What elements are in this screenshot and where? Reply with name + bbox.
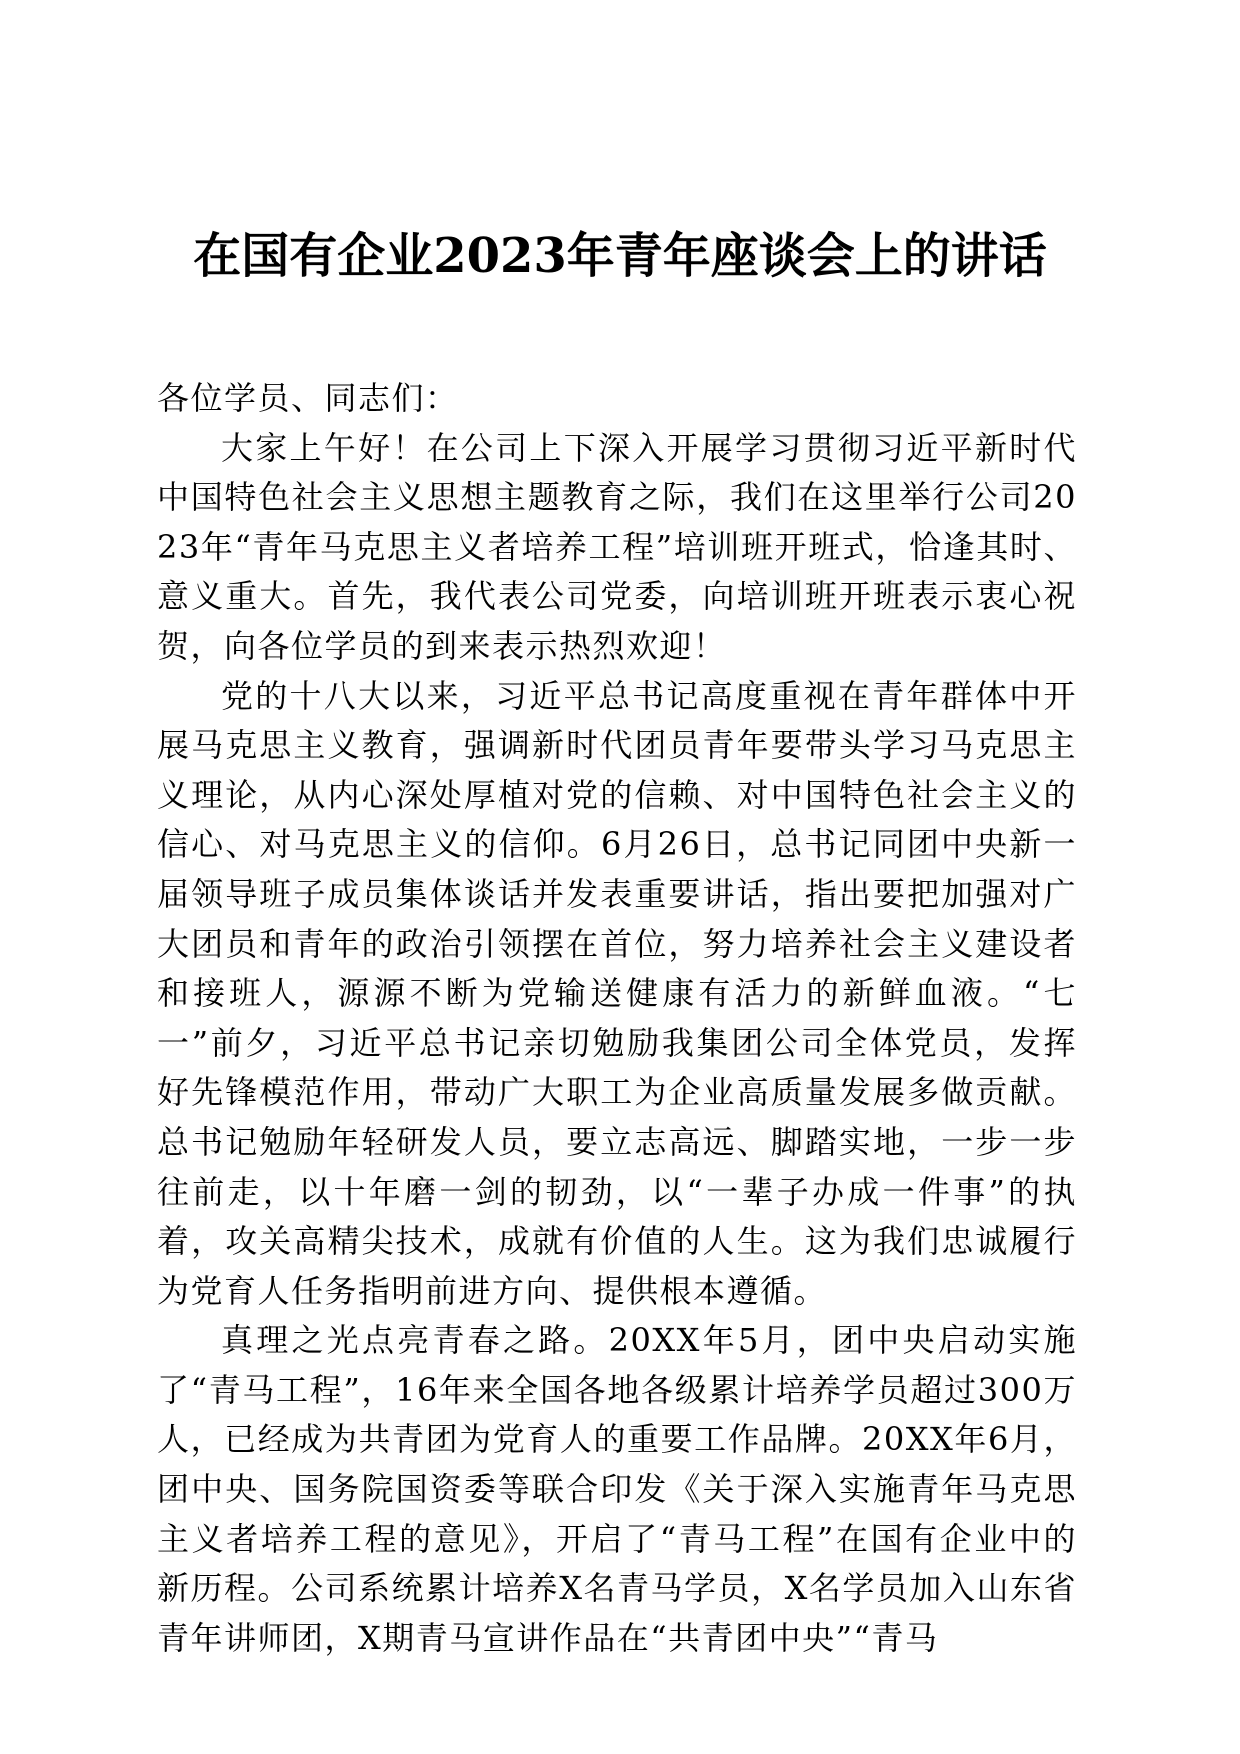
paragraph-history: 真理之光点亮青春之路。20XX年5月，团中央启动实施了“青马工程”，16年来全国各地各级累计培养学员超过300万人，已经成为共青团为党育人的重要工作品牌。20XX年6月，团中央、国务院国资委等联合印发《关于深入实施青年马克思主义者培养工程的意见》，开启了“青马工程”在国有企业中的新历程。公司系统累计培养X名青马学员，X名学员加入山东省青年讲师团，X期青马宣讲作品在“共青团中央”“青马 bbox=[157, 1321, 1077, 1657]
paragraph-background: 党的十八大以来，习近平总书记高度重视在青年群体中开展马克思主义教育，强调新时代团员青年要带头学习马克思主义理论，从内心深处厚植对党的信赖、对中国特色社会主义的信心、对马克思主义的信仰。6月26日，总书记同团中央新一届领导班子成员集体谈话并发表重要讲话，指出要把加强对广大团员和青年的政治引领摆在首位，努力培养社会主义建设者和接班人，源源不断为党输送健康有活力的新鲜血液。“七一”前夕，习近平总书记亲切勉励我集团公司全体党员，发挥好先锋模范作用，带动广大职工为企业高质量发展多做贡献。总书记勉励年轻研发人员，要立志高远、脚踏实地，一步一步往前走，以十年磨一剑的韧劲，以“一辈子办成一件事”的执着，攻关高精尖技术，成就有价值的人生。这为我们忠诚履行为党育人任务指明前进方向、提供根本遵循。 bbox=[157, 676, 1077, 1310]
document-title: 在国有企业2023年青年座谈会上的讲话 bbox=[193, 228, 1047, 284]
paragraph-opening: 大家上午好！在公司上下深入开展学习贯彻习近平新时代中国特色社会主义思想主题教育之际，我们在这里举行公司2023年“青年马克思主义者培养工程”培训班开班式，恰逢其时、意义重大。首先，我代表公司党委，向培训班开班表示衷心祝贺，向各位学员的到来表示热烈欢迎！ bbox=[157, 428, 1077, 665]
salutation: 各位学员、同志们： bbox=[157, 379, 459, 417]
document-body bbox=[157, 374, 1077, 1663]
